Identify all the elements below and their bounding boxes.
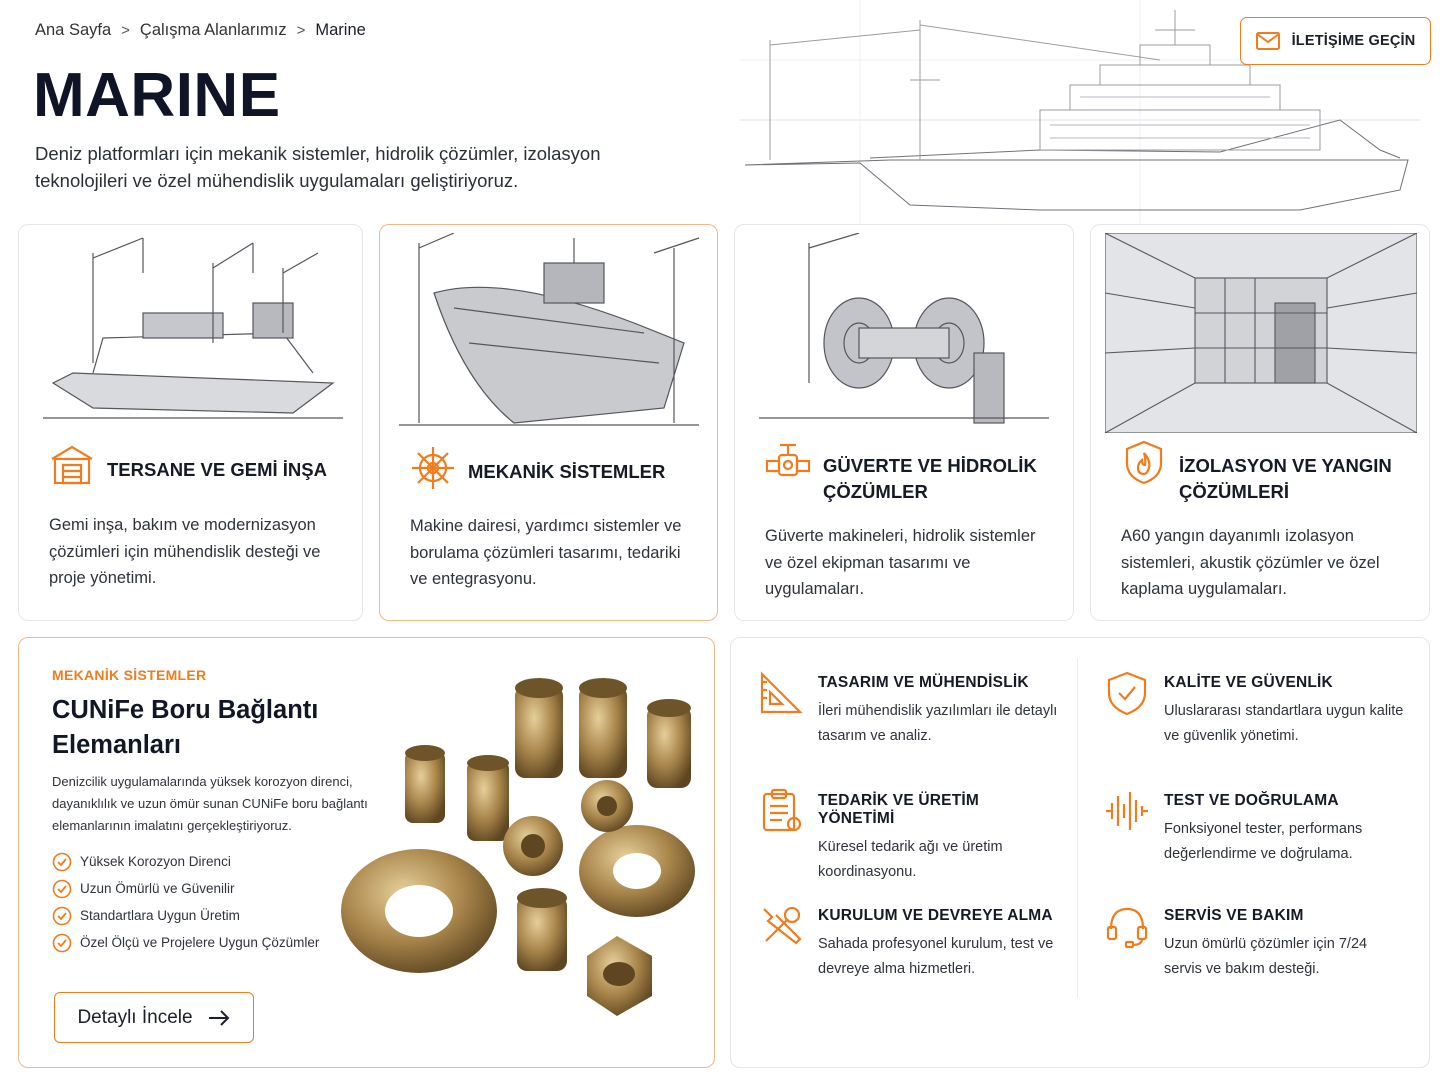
details-button-label: Detaylı İncele: [77, 1006, 193, 1028]
product-feature-list: [52, 848, 319, 956]
feature-label: Yüksek Korozyon Direnci: [80, 854, 231, 869]
list-item: [52, 902, 319, 929]
tools-icon: [758, 903, 804, 949]
card-title: İZOLASYON VE YANGIN ÇÖZÜMLERİ: [1179, 455, 1392, 502]
service-body: Uluslararası standartlara uygun kalite ve güvenlik yönetimi.: [1164, 703, 1404, 744]
insulated-room-illustration: [1105, 233, 1417, 433]
list-item: [52, 875, 319, 902]
shield-check-icon: [1104, 670, 1150, 716]
service-body: İleri mühendislik yazılımları ile detaylı tasarım ve analiz.: [818, 703, 1058, 744]
feature-label: Standartlara Uygun Üretim: [80, 908, 240, 923]
product-title: CUNiFe Boru Bağlantı Elemanları: [52, 696, 319, 759]
service-procurement: [758, 788, 1058, 885]
service-body: Uzun ömürlü çözümler için 7/24 servis ve bakım desteği.: [1164, 936, 1368, 977]
contact-button[interactable]: [1240, 17, 1431, 65]
service-body: Küresel tedarik ağı ve üretim koordinasyonu.: [818, 839, 1003, 880]
card-insulation-fire[interactable]: [1090, 224, 1430, 621]
column-divider: [1077, 658, 1078, 998]
mail-icon: [1256, 32, 1280, 50]
service-title: KALİTE VE GÜVENLİK: [1164, 674, 1333, 691]
feature-label: Uzun Ömürlü ve Güvenilir: [80, 881, 235, 896]
service-body: Sahada profesyonel kurulum, test ve devreye alma hizmetleri.: [818, 936, 1054, 977]
list-item: [52, 929, 319, 956]
card-body: A60 yangın dayanımlı izolasyon sistemleri, akustik çözümler ve özel kaplama uygulamaları.: [1121, 527, 1380, 598]
check-circle-icon: [52, 933, 72, 953]
pipe-fittings-image: [337, 656, 709, 1056]
headset-icon: [1104, 903, 1150, 949]
services-panel: [730, 637, 1430, 1068]
breadcrumb-home-link[interactable]: Ana Sayfa: [35, 21, 112, 39]
page-description: Deniz platformları için mekanik sistemler, hidrolik çözümler, izolasyon teknolojileri ve özel mühendislik uygulamaları geliştiriyoruz.: [35, 143, 601, 191]
service-title: TEST VE DOĞRULAMA: [1164, 792, 1339, 809]
card-body: Makine dairesi, yardımcı sistemler ve borulama çözümleri tasarımı, tedariki ve entegrasyonu.: [410, 517, 682, 588]
breadcrumb-parent-link[interactable]: Çalışma Alanlarımız: [139, 21, 287, 39]
page-title: MARINE: [33, 61, 281, 130]
product-kicker: MEKANİK SİSTEMLER: [52, 667, 207, 683]
valve-icon: [765, 439, 811, 485]
card-title: TERSANE VE GEMİ İNŞA: [107, 459, 327, 480]
breadcrumb-current: Marine: [315, 21, 366, 39]
card-title: GÜVERTE VE HİDROLİK ÇÖZÜMLER: [823, 455, 1037, 502]
service-installation: [758, 903, 1058, 982]
waveform-icon: [1104, 788, 1150, 834]
service-maintenance: [1104, 903, 1404, 982]
service-body: Fonksiyonel tester, performans değerlendirme ve doğrulama.: [1164, 821, 1363, 862]
shipyard-illustration: [33, 233, 353, 433]
card-body: Gemi inşa, bakım ve modernizasyon çözümleri için mühendislik desteği ve proje yönetimi.: [49, 516, 321, 587]
check-circle-icon: [52, 906, 72, 926]
product-description: Denizcilik uygulamalarında yüksek korozyon direnci, dayanıklılık ve uzun ömür sunan CUNiFe boru bağlantı elemanlarının imalatını gerçekleştiriyoruz.: [52, 774, 368, 833]
clipboard-icon: [758, 788, 804, 834]
service-title: KURULUM VE DEVREYE ALMA: [818, 907, 1053, 924]
details-button[interactable]: [54, 992, 254, 1043]
breadcrumb: [35, 21, 366, 40]
arrow-right-icon: [207, 1009, 231, 1027]
service-quality-safety: [1104, 670, 1404, 749]
card-mechanical-systems[interactable]: [379, 224, 718, 621]
helm-icon: [410, 445, 456, 491]
deck-machinery-illustration: [749, 233, 1061, 433]
check-circle-icon: [52, 879, 72, 899]
ship-construction-illustration: [394, 233, 704, 433]
chevron-right-icon: >: [296, 22, 306, 39]
shipyard-icon: [49, 443, 95, 489]
product-panel: [18, 637, 715, 1068]
list-item: [52, 848, 319, 875]
service-title: TASARIM VE MÜHENDİSLİK: [818, 674, 1029, 691]
chevron-right-icon: >: [121, 22, 130, 39]
drafting-icon: [758, 670, 804, 716]
contact-button-label: İLETİŞİME GEÇİN: [1291, 33, 1416, 49]
card-shipyard[interactable]: [18, 224, 363, 621]
card-deck-hydraulic[interactable]: [734, 224, 1074, 621]
service-test-validation: [1104, 788, 1404, 867]
check-circle-icon: [52, 852, 72, 872]
feature-label: Özel Ölçü ve Projelere Uygun Çözümler: [80, 935, 320, 950]
fire-shield-icon: [1121, 439, 1167, 485]
service-title: SERVİS VE BAKIM: [1164, 907, 1304, 924]
service-design-engineering: [758, 670, 1058, 749]
card-title: MEKANİK SİSTEMLER: [468, 461, 666, 482]
service-title: TEDARİK VE ÜRETİM YÖNETİMİ: [818, 792, 979, 827]
card-body: Güverte makineleri, hidrolik sistemler ve özel ekipman tasarımı ve uygulamaları.: [765, 527, 1036, 598]
